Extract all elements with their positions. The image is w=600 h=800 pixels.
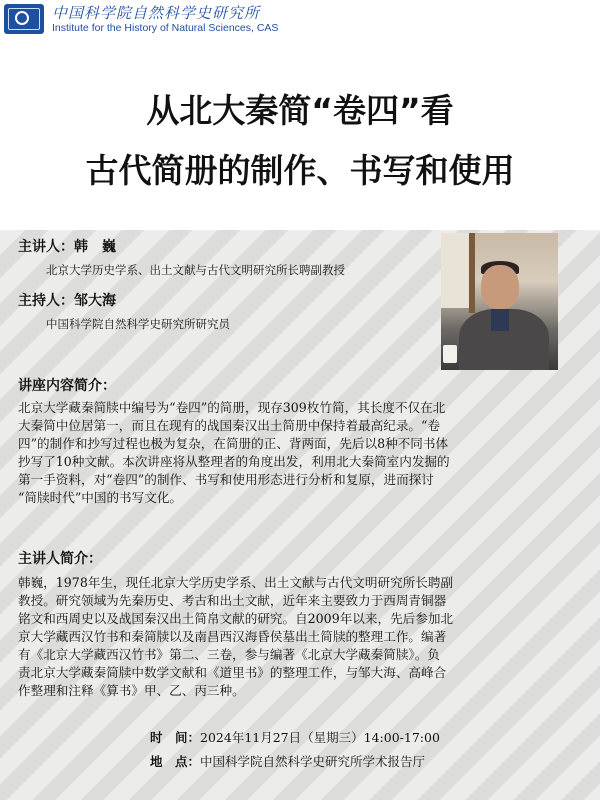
speaker-intro-line: 京大学藏西汉竹书和秦简牍以及南昌西汉海昏侯墓出土简牍的整理工作。编著 [18,629,447,644]
lecture-intro-line: 大秦简中位居第一，而且在现有的战国秦汉出土简册中保持着最高纪录。“卷 [18,418,441,433]
lecture-intro-line: 第一手资料，对“卷四”的制作、书写和使用形态进行分析和复原，进而探讨 [18,472,434,487]
institute-name-cn: 中国科学院自然科学史研究所 [52,4,261,22]
event-time-label: 时 间： [150,730,201,745]
speaker-intro-text [18,574,584,700]
speaker-photo [441,233,558,370]
lecture-intro-line: 抄写了10种文献。本次讲座将从整理者的角度出发，利用北大秦简室内发掘的 [18,454,450,469]
title-line-2: 古代简册的制作、书写和使用 [85,151,515,190]
speaker-intro-heading: 主讲人简介： [18,551,102,567]
title-line-1: 从北大秦简“卷四”看 [146,91,454,130]
speaker-label: 主讲人：韩 巍 [18,239,116,255]
speaker-intro-line: 教授。研究领域为先秦历史、考古和出土文献，近年来主要致力于西周青铜器 [18,593,447,608]
speaker-affiliation: 北京大学历史学系、出土文献与古代文明研究所长聘副教授 [46,263,345,277]
lecture-intro-heading: 讲座内容简介： [18,378,116,394]
speaker-intro-line: 有《北京大学藏西汉竹书》第二、三卷，参与编著《北京大学藏秦简牍》。负 [18,647,440,662]
speaker-intro-line: 韩巍，1978年生，现任北京大学历史学系、出土文献与古代文明研究所长聘副 [18,575,454,590]
lecture-intro-line: “简牍时代”中国的书写文化。 [18,490,183,505]
title-block [0,40,600,230]
event-place [150,752,425,770]
institute-name-en: Institute for the History of Natural Sciences, CAS [52,22,279,34]
lecture-intro-line: 四”的制作和抄写过程也极为复杂，在简册的正、背两面，先后以8种不同书体 [18,436,449,451]
host-affiliation: 中国科学院自然科学史研究所研究员 [46,317,230,331]
header [0,0,600,40]
speaker-intro-line: 责北京大学藏秦简牍中数学文献和《道里书》的整理工作，与邹大海、高峰合 [18,665,447,680]
event-time-value: 2024年11月27日（星期三）14:00-17:00 [200,730,440,745]
event-time [150,728,440,746]
event-place-value: 中国科学院自然科学史研究所学术报告厅 [200,754,426,769]
institute-logo-icon [4,4,44,34]
speaker-intro-line: 作整理和注释《算书》甲、乙、丙三种。 [18,683,245,698]
host-label: 主持人：邹大海 [18,293,116,309]
lecture-intro-line: 北京大学藏秦简牍中编号为“卷四”的简册，现存309枚竹简，其长度不仅在北 [18,400,446,415]
lecture-intro-text [18,399,584,507]
speaker-intro-line: 铭文和西周史以及战国秦汉出土简帛文献的研究。自2009年以来，先后参加北 [18,611,454,626]
event-place-label: 地 点： [150,754,201,769]
